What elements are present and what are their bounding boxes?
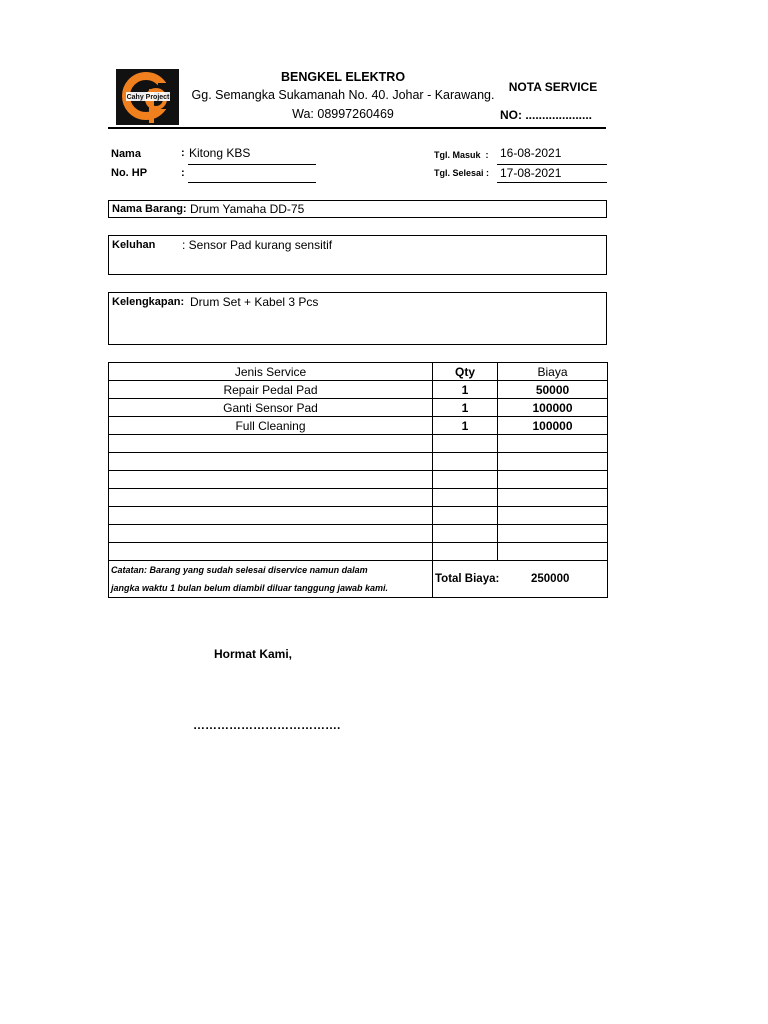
shop-name: BENGKEL ELEKTRO xyxy=(280,70,406,84)
date-out-label: Tgl. Selesai : xyxy=(434,168,490,178)
name-colon: : xyxy=(181,147,185,159)
cost-cell xyxy=(498,543,608,561)
phone-underline xyxy=(188,182,316,183)
qty-cell xyxy=(433,525,498,543)
date-in-value: 16-08-2021 xyxy=(500,146,562,160)
qty-cell xyxy=(433,507,498,525)
header-divider xyxy=(108,127,606,129)
complaint-label: Keluhan xyxy=(112,239,156,251)
cost-cell xyxy=(498,507,608,525)
table-row xyxy=(109,507,608,525)
shop-logo xyxy=(116,69,179,125)
qty-cell xyxy=(433,489,498,507)
item-value: Drum Yamaha DD-75 xyxy=(190,202,305,216)
table-row xyxy=(109,453,608,471)
note-label: Catatan xyxy=(111,565,145,575)
total-cell xyxy=(433,561,608,598)
date-out-underline xyxy=(497,182,607,183)
date-in-underline xyxy=(497,164,607,165)
cost-cell xyxy=(498,435,608,453)
accessories-value: Drum Set + Kabel 3 Pcs xyxy=(190,295,319,309)
shop-whatsapp: Wa: 08997260469 xyxy=(292,107,394,121)
service-cell xyxy=(109,435,433,453)
note-cell xyxy=(109,561,433,598)
table-total-row xyxy=(109,561,608,598)
doc-title: NOTA SERVICE xyxy=(508,80,598,94)
note-text xyxy=(111,561,432,579)
cost-cell xyxy=(498,489,608,507)
qty-cell xyxy=(433,543,498,561)
item-label: Nama Barang: xyxy=(112,203,187,215)
greeting: Hormat Kami, xyxy=(214,647,293,661)
header-service: Jenis Service xyxy=(109,363,433,381)
doc-number: NO: .................... xyxy=(500,108,593,122)
logo-text: Cahy Project xyxy=(126,94,170,101)
cost-cell xyxy=(498,525,608,543)
service-cell xyxy=(109,489,433,507)
complaint-value: : Sensor Pad kurang sensitif xyxy=(182,238,333,252)
item-box xyxy=(108,200,607,218)
service-cell xyxy=(109,543,433,561)
service-table xyxy=(108,362,608,598)
table-row xyxy=(109,399,608,417)
name-value: Kitong KBS xyxy=(189,146,251,160)
total-value: 250000 xyxy=(531,573,570,585)
name-underline xyxy=(188,164,316,165)
qty-cell xyxy=(433,453,498,471)
table-row xyxy=(109,417,608,435)
header-cost: Biaya xyxy=(498,363,608,381)
service-cell: Ganti Sensor Pad xyxy=(109,399,433,417)
phone-colon: : xyxy=(181,167,185,179)
signature-line: ………………………………. xyxy=(193,718,341,732)
qty-cell xyxy=(433,435,498,453)
table-header-row xyxy=(109,363,608,381)
table-row xyxy=(109,543,608,561)
qty-cell xyxy=(433,471,498,489)
accessories-label: Kelengkapan: xyxy=(112,296,185,308)
name-label: Nama xyxy=(111,148,141,160)
phone-label: No. HP xyxy=(111,167,148,179)
cost-cell xyxy=(498,471,608,489)
cost-cell: 50000 xyxy=(498,381,608,399)
qty-cell: 1 xyxy=(433,417,498,435)
service-cell: Full Cleaning xyxy=(109,417,433,435)
note-line2: jangka waktu 1 bulan belum diambil diluar tanggung jawab kami. xyxy=(111,583,389,593)
table-row xyxy=(109,489,608,507)
service-cell xyxy=(109,453,433,471)
service-cell xyxy=(109,471,433,489)
cost-cell: 100000 xyxy=(498,417,608,435)
note-line1: : Barang yang sudah selesai diservice namun dalam xyxy=(144,565,368,575)
table-row xyxy=(109,471,608,489)
service-cell: Repair Pedal Pad xyxy=(109,381,433,399)
service-cell xyxy=(109,507,433,525)
service-cell xyxy=(109,525,433,543)
date-in-label: Tgl. Masuk : xyxy=(434,150,489,160)
total-label: Total Biaya: xyxy=(435,573,500,585)
table-row xyxy=(109,381,608,399)
table-row xyxy=(109,525,608,543)
logo-c-p-mark xyxy=(116,69,179,125)
accessories-box xyxy=(108,292,607,345)
table-row xyxy=(109,435,608,453)
complaint-box xyxy=(108,235,607,275)
qty-cell: 1 xyxy=(433,399,498,417)
cost-cell: 100000 xyxy=(498,399,608,417)
date-out-value: 17-08-2021 xyxy=(500,166,562,180)
qty-cell: 1 xyxy=(433,381,498,399)
shop-address: Gg. Semangka Sukamanah No. 40. Johar - Karawang. xyxy=(191,88,495,102)
cost-cell xyxy=(498,453,608,471)
header-qty: Qty xyxy=(433,363,498,381)
